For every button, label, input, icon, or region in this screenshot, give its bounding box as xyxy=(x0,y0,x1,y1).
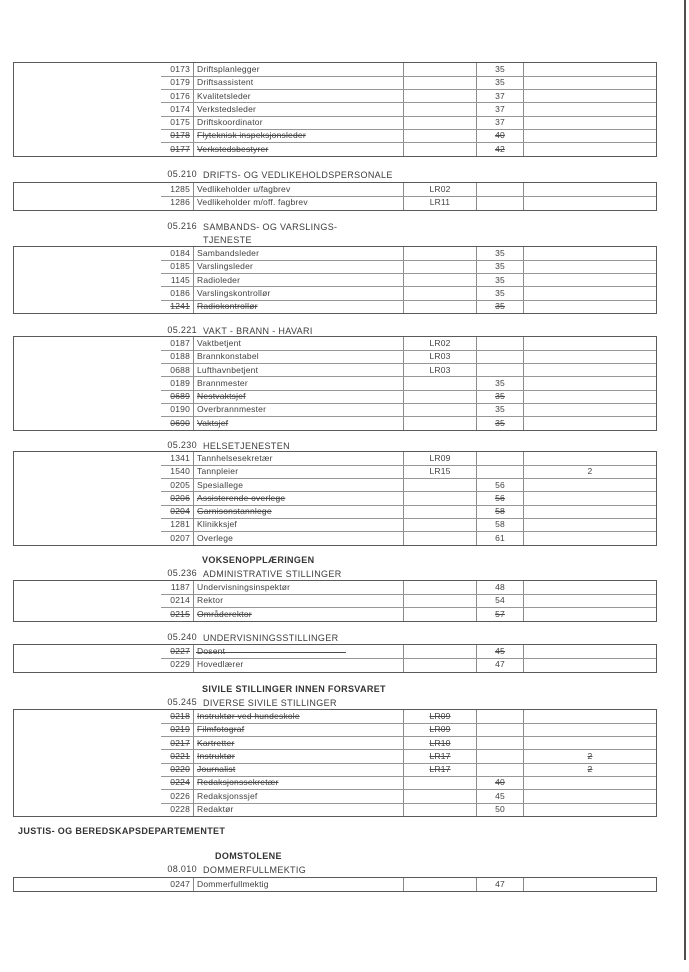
row-note xyxy=(523,737,656,750)
row-salary-grade: 40 xyxy=(476,776,523,789)
table-row xyxy=(14,737,656,750)
row-salary-grade xyxy=(476,737,523,750)
row-salary-grade: 58 xyxy=(476,505,523,518)
row-salary-grade: 35 xyxy=(476,63,523,76)
table-row xyxy=(14,750,656,763)
page-right-border xyxy=(684,0,686,960)
row-title: Tannhelsesekretær xyxy=(193,452,403,465)
row-title: Redaktør xyxy=(193,803,403,816)
row-lr-code xyxy=(403,803,476,816)
row-salary-grade: 35 xyxy=(476,287,523,300)
row-lr-code: LR02 xyxy=(403,337,476,350)
row-code: 0204 xyxy=(170,506,190,517)
row-salary-grade: 35 xyxy=(476,260,523,273)
row-code: 1241 xyxy=(170,301,190,312)
row-lr-code xyxy=(403,608,476,621)
row-title: Vedlikeholder m/off. fagbrev xyxy=(193,196,403,209)
row-code: 0184 xyxy=(170,248,190,258)
positions-table xyxy=(13,644,657,673)
table-row xyxy=(14,403,656,416)
row-code: 0224 xyxy=(170,777,190,788)
row-lr-code xyxy=(403,878,476,891)
row-code: 0219 xyxy=(170,724,190,735)
row-code: 0175 xyxy=(170,117,190,128)
row-salary-grade: 35 xyxy=(476,417,523,430)
table-row xyxy=(14,417,656,430)
row-code: 0177 xyxy=(170,143,190,154)
row-title: Verkstedsleder xyxy=(193,103,403,116)
row-code: 0174 xyxy=(170,103,190,114)
row-title: Radioleder xyxy=(193,274,403,287)
row-note xyxy=(523,581,656,594)
row-note xyxy=(523,658,656,671)
row-note xyxy=(523,300,656,313)
row-code: 0690 xyxy=(170,417,190,428)
row-lr-code xyxy=(403,377,476,390)
row-lr-code xyxy=(403,492,476,505)
row-lr-code xyxy=(403,417,476,430)
row-title: Spesiallege xyxy=(193,479,403,492)
row-lr-code xyxy=(403,390,476,403)
row-lr-code: LR09 xyxy=(403,723,476,736)
section-title: HELSETJENESTEN xyxy=(203,441,290,451)
row-note xyxy=(523,337,656,350)
row-lr-code: LR03 xyxy=(403,364,476,377)
row-title: Garnisonstannlege xyxy=(193,505,403,518)
positions-table xyxy=(13,877,657,892)
table-row xyxy=(14,479,656,492)
row-salary-grade xyxy=(476,763,523,776)
row-salary-grade: 35 xyxy=(476,403,523,416)
row-title: Tannpleier xyxy=(193,465,403,478)
row-lr-code: LR09 xyxy=(403,452,476,465)
row-code: 0178 xyxy=(170,130,190,141)
section-title-line2: TJENESTE xyxy=(203,234,252,245)
row-title: Overbrannmester xyxy=(193,403,403,416)
row-title: Instruktør xyxy=(193,750,403,763)
row-salary-grade: 54 xyxy=(476,594,523,607)
row-note xyxy=(523,90,656,103)
table-row xyxy=(14,103,656,116)
table-row xyxy=(14,337,656,350)
row-salary-grade xyxy=(476,452,523,465)
section-title: DIVERSE SIVILE STILLINGER xyxy=(203,698,337,708)
row-code: 0247 xyxy=(170,879,190,889)
positions-table xyxy=(13,246,657,314)
row-lr-code: LR15 xyxy=(403,465,476,478)
table-row xyxy=(14,532,656,545)
row-lr-code: LR11 xyxy=(403,196,476,209)
row-note xyxy=(523,645,656,658)
row-code: 0206 xyxy=(170,492,190,503)
row-salary-grade: 57 xyxy=(476,608,523,621)
row-note xyxy=(523,776,656,789)
row-salary-grade: 37 xyxy=(476,103,523,116)
row-code: 1145 xyxy=(170,274,190,285)
section-number: 05.210 xyxy=(167,169,197,179)
row-code: 0190 xyxy=(170,404,190,415)
row-code: 0689 xyxy=(170,391,190,402)
positions-table xyxy=(13,336,657,431)
table-row xyxy=(14,776,656,789)
row-note xyxy=(523,790,656,803)
row-lr-code: LR02 xyxy=(403,183,476,196)
row-title: Rektor xyxy=(193,594,403,607)
row-note xyxy=(523,377,656,390)
table-row xyxy=(14,390,656,403)
table-row xyxy=(14,143,656,156)
table-row xyxy=(14,183,656,196)
row-note xyxy=(523,247,656,260)
row-code: 1285 xyxy=(170,184,190,194)
row-lr-code xyxy=(403,260,476,273)
row-code: 0688 xyxy=(170,364,190,375)
table-row xyxy=(14,196,656,209)
row-lr-code xyxy=(403,247,476,260)
row-note xyxy=(523,492,656,505)
row-title: Lufthavnbetjent xyxy=(193,364,403,377)
row-title: Klinikksjef xyxy=(193,518,403,531)
row-lr-code xyxy=(403,129,476,142)
row-salary-grade: 56 xyxy=(476,479,523,492)
row-salary-grade: 47 xyxy=(476,878,523,891)
row-salary-grade: 61 xyxy=(476,532,523,545)
row-note xyxy=(523,390,656,403)
table-row xyxy=(14,116,656,129)
section-number: 05.230 xyxy=(167,440,197,450)
row-lr-code xyxy=(403,274,476,287)
row-code: 0179 xyxy=(170,77,190,88)
row-title: Varslingsleder xyxy=(193,260,403,273)
row-title: Brannkonstabel xyxy=(193,350,403,363)
section-title: DRIFTS- OG VEDLIKEHOLDSPERSONALE xyxy=(203,170,393,180)
section-title: ADMINISTRATIVE STILLINGER xyxy=(203,569,342,579)
row-code: 0227 xyxy=(170,646,190,656)
row-code: 0229 xyxy=(170,659,190,670)
row-code: 0205 xyxy=(170,479,190,490)
row-lr-code xyxy=(403,518,476,531)
row-lr-code xyxy=(403,403,476,416)
row-note: 2 xyxy=(523,750,656,763)
section-number: 08.010 xyxy=(167,864,197,874)
group-header: VOKSENOPPLÆRINGEN xyxy=(202,555,315,565)
row-salary-grade: 35 xyxy=(476,76,523,89)
row-lr-code xyxy=(403,287,476,300)
table-row xyxy=(14,300,656,313)
row-title: Filmfotograf xyxy=(193,723,403,736)
row-title: Flyteknisk inspeksjonsleder xyxy=(193,129,403,142)
row-salary-grade: 56 xyxy=(476,492,523,505)
row-lr-code xyxy=(403,90,476,103)
table-row xyxy=(14,76,656,89)
row-salary-grade xyxy=(476,183,523,196)
group-header: DOMSTOLENE xyxy=(215,851,282,861)
row-lr-code xyxy=(403,143,476,156)
section-title: SAMBANDS- OG VARSLINGS- xyxy=(203,222,338,232)
row-note xyxy=(523,103,656,116)
row-title: Vaktsjef xyxy=(193,417,403,430)
row-code: 0188 xyxy=(170,351,190,362)
row-salary-grade: 35 xyxy=(476,300,523,313)
row-code: 0226 xyxy=(170,790,190,801)
row-lr-code xyxy=(403,116,476,129)
row-title: Redaksjonssjef xyxy=(193,790,403,803)
section-title: DOMMERFULLMEKTIG xyxy=(203,865,307,875)
row-salary-grade: 37 xyxy=(476,90,523,103)
table-row xyxy=(14,790,656,803)
row-note xyxy=(523,260,656,273)
table-row xyxy=(14,518,656,531)
row-lr-code xyxy=(403,76,476,89)
row-lr-code xyxy=(403,505,476,518)
row-note xyxy=(523,129,656,142)
row-salary-grade: 47 xyxy=(476,658,523,671)
row-lr-code xyxy=(403,790,476,803)
section-title: VAKT - BRANN - HAVARI xyxy=(203,326,313,336)
row-title: Radiokontrollør xyxy=(193,300,403,313)
row-lr-code xyxy=(403,300,476,313)
row-title: Instruktør ved hundeskole xyxy=(193,710,403,723)
section-number: 05.216 xyxy=(167,221,197,231)
row-salary-grade xyxy=(476,723,523,736)
row-title: Kartretter xyxy=(193,737,403,750)
row-note: 2 xyxy=(523,465,656,478)
table-row xyxy=(14,581,656,594)
row-salary-grade: 35 xyxy=(476,377,523,390)
row-salary-grade xyxy=(476,364,523,377)
table-row xyxy=(14,594,656,607)
section-number: 05.245 xyxy=(167,697,197,707)
row-note xyxy=(523,532,656,545)
table-row xyxy=(14,465,656,478)
row-note xyxy=(523,403,656,416)
section-header xyxy=(14,221,337,246)
row-note xyxy=(523,723,656,736)
row-lr-code xyxy=(403,479,476,492)
table-row xyxy=(14,803,656,816)
row-lr-code: LR03 xyxy=(403,350,476,363)
row-salary-grade: 35 xyxy=(476,247,523,260)
row-lr-code xyxy=(403,103,476,116)
row-code: 0221 xyxy=(170,750,190,761)
row-note xyxy=(523,76,656,89)
row-salary-grade: 37 xyxy=(476,116,523,129)
positions-table xyxy=(13,709,657,817)
row-code: 0217 xyxy=(170,737,190,748)
table-row xyxy=(14,723,656,736)
section-number: 05.240 xyxy=(167,632,197,642)
row-title: Hovedlærer xyxy=(193,658,403,671)
row-note xyxy=(523,364,656,377)
row-note xyxy=(523,350,656,363)
row-lr-code: LR10 xyxy=(403,737,476,750)
table-row xyxy=(14,274,656,287)
row-salary-grade xyxy=(476,337,523,350)
row-code: 0185 xyxy=(170,261,190,272)
table-row xyxy=(14,63,656,76)
row-title: Driftskoordinator xyxy=(193,116,403,129)
row-code: 0214 xyxy=(170,595,190,606)
row-note xyxy=(523,417,656,430)
row-salary-grade: 45 xyxy=(476,790,523,803)
row-title: Dommerfullmektig xyxy=(193,878,403,891)
row-code: 0207 xyxy=(170,532,190,543)
table-row xyxy=(14,763,656,776)
section-header xyxy=(14,864,306,877)
row-lr-code: LR09 xyxy=(403,710,476,723)
row-salary-grade xyxy=(476,196,523,209)
row-salary-grade: 45 xyxy=(476,645,523,658)
row-note xyxy=(523,196,656,209)
table-row xyxy=(14,90,656,103)
table-row xyxy=(14,247,656,260)
row-note xyxy=(523,878,656,891)
row-title: Områderektor xyxy=(193,608,403,621)
table-row xyxy=(14,658,656,671)
row-title: Dosent xyxy=(193,645,403,658)
row-lr-code xyxy=(403,532,476,545)
row-code: 1281 xyxy=(170,519,190,530)
row-note xyxy=(523,287,656,300)
row-note xyxy=(523,479,656,492)
row-title: Vaktbetjent xyxy=(193,337,403,350)
row-salary-grade: 48 xyxy=(476,581,523,594)
row-title: Brannmester xyxy=(193,377,403,390)
section-header xyxy=(14,632,338,645)
row-code: 1286 xyxy=(170,197,190,208)
row-note xyxy=(523,594,656,607)
row-note xyxy=(523,183,656,196)
row-salary-grade: 35 xyxy=(476,274,523,287)
row-title: Redaksjonssekretær xyxy=(193,776,403,789)
row-lr-code: LR17 xyxy=(403,763,476,776)
table-row xyxy=(14,350,656,363)
section-title: UNDERVISNINGSSTILLINGER xyxy=(203,633,339,643)
row-salary-grade: 50 xyxy=(476,803,523,816)
table-row xyxy=(14,452,656,465)
row-salary-grade xyxy=(476,710,523,723)
row-note xyxy=(523,505,656,518)
department-header: JUSTIS- OG BEREDSKAPSDEPARTEMENTET xyxy=(18,826,226,836)
group-header: SIVILE STILLINGER INNEN FORSVARET xyxy=(202,684,386,694)
row-code: 0228 xyxy=(170,804,190,815)
section-number: 05.236 xyxy=(167,568,197,578)
row-lr-code xyxy=(403,658,476,671)
row-note xyxy=(523,116,656,129)
positions-table xyxy=(13,580,657,622)
table-row xyxy=(14,260,656,273)
table-row xyxy=(14,287,656,300)
row-title: Overlege xyxy=(193,532,403,545)
table-row xyxy=(14,492,656,505)
row-code: 1341 xyxy=(170,453,190,463)
row-lr-code xyxy=(403,776,476,789)
row-title: Varslingskontrollør xyxy=(193,287,403,300)
positions-table xyxy=(13,182,657,211)
table-row xyxy=(14,505,656,518)
row-code: 0187 xyxy=(170,338,190,348)
row-lr-code: LR17 xyxy=(403,750,476,763)
positions-table xyxy=(13,62,657,157)
row-title: Kvalitetsleder xyxy=(193,90,403,103)
row-code: 0218 xyxy=(170,711,190,721)
row-note xyxy=(523,274,656,287)
row-note xyxy=(523,710,656,723)
section-header xyxy=(14,568,342,581)
row-lr-code xyxy=(403,645,476,658)
row-title: Undervisningsinspektør xyxy=(193,581,403,594)
table-row xyxy=(14,364,656,377)
table-row xyxy=(14,608,656,621)
row-title: Journalist xyxy=(193,763,403,776)
row-title: Driftsplanlegger xyxy=(193,63,403,76)
row-title: Assisterende overlege xyxy=(193,492,403,505)
row-code: 1187 xyxy=(170,582,190,592)
row-salary-grade: 58 xyxy=(476,518,523,531)
row-code: 0220 xyxy=(170,764,190,775)
section-number: 05.221 xyxy=(167,325,197,335)
row-lr-code xyxy=(403,594,476,607)
row-title: Sambandsleder xyxy=(193,247,403,260)
row-salary-grade xyxy=(476,465,523,478)
row-title: Verkstedsbestyrer xyxy=(193,143,403,156)
row-code: 0189 xyxy=(170,377,190,388)
row-note xyxy=(523,803,656,816)
row-code: 0215 xyxy=(170,608,190,619)
row-note: 2 xyxy=(523,763,656,776)
row-salary-grade: 42 xyxy=(476,143,523,156)
row-note xyxy=(523,608,656,621)
table-row xyxy=(14,878,656,891)
table-row xyxy=(14,645,656,658)
row-note xyxy=(523,518,656,531)
positions-table xyxy=(13,451,657,546)
row-salary-grade: 40 xyxy=(476,129,523,142)
section-header xyxy=(14,697,337,710)
row-salary-grade: 35 xyxy=(476,390,523,403)
row-code: 0176 xyxy=(170,90,190,101)
row-note xyxy=(523,452,656,465)
table-row xyxy=(14,129,656,142)
row-code: 0173 xyxy=(170,64,190,74)
row-lr-code xyxy=(403,581,476,594)
row-note xyxy=(523,143,656,156)
row-title: Vedlikeholder u/fagbrev xyxy=(193,183,403,196)
row-note xyxy=(523,63,656,76)
table-row xyxy=(14,710,656,723)
row-salary-grade xyxy=(476,350,523,363)
row-salary-grade xyxy=(476,750,523,763)
section-header xyxy=(14,169,393,182)
row-code: 0186 xyxy=(170,287,190,298)
row-lr-code xyxy=(403,63,476,76)
row-title: Nestvaktsjef xyxy=(193,390,403,403)
row-code: 1540 xyxy=(170,466,190,477)
row-title: Driftsassistent xyxy=(193,76,403,89)
table-row xyxy=(14,377,656,390)
